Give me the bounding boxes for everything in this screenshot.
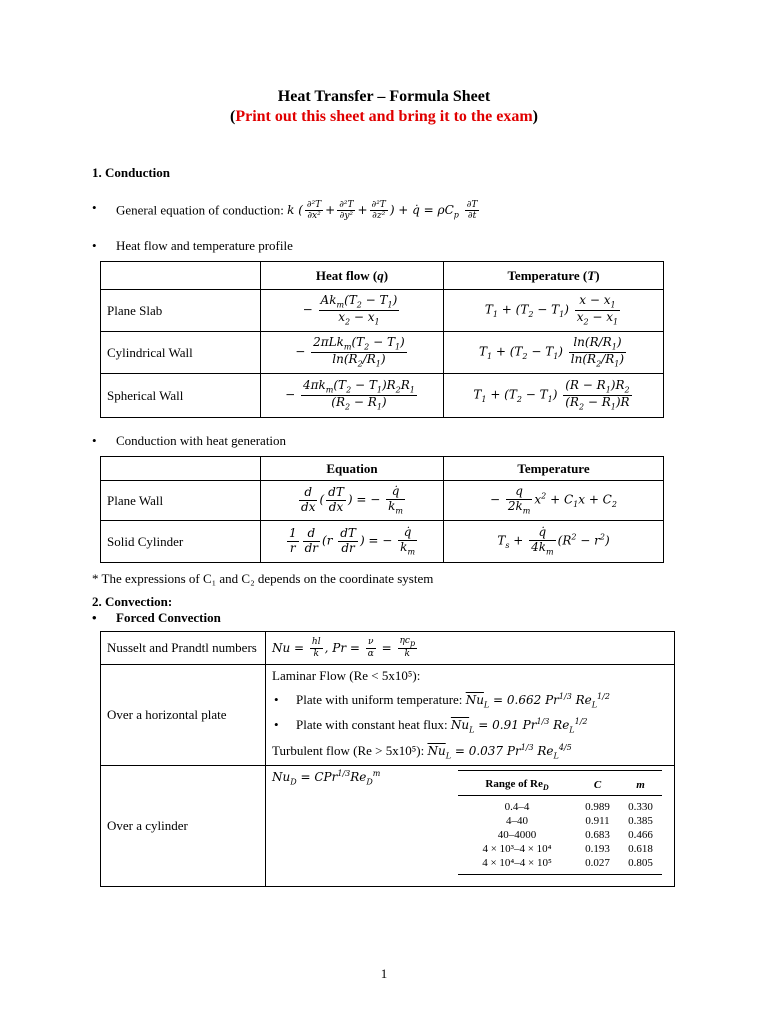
table1-header-heatflow: Heat flow (q) bbox=[261, 262, 444, 290]
forced-convection-label: Forced Convection bbox=[116, 610, 221, 625]
spherical-wall-heatflow: − $\frac{4\pi k_m(T_2 - T_1)R_2R_1}{(R_2 - R_1)}$ bbox=[261, 374, 444, 418]
re-cell: 4–40 bbox=[506, 814, 528, 827]
re-cell: 0.4–4 bbox=[504, 800, 530, 813]
general-equation-formula: k ( $\frac{\text{∂²T}}{\text{∂x²}}$ + $\frac{\text{∂²T}}{\text{∂y²}}$ + $\frac{\text{∂²T}}{\text{∂z²}}$ ) + q̇ = $\rho C_p$ $\frac{\partial T}{\partial t}$ bbox=[287, 200, 478, 222]
uniform-temperature-line: • Plate with uniform temperature: $\overline{Nu}_L = 0.662$ $Pr^{1/3}$ $Re_L^{1/2}$ bbox=[274, 692, 610, 710]
heat-generation-bullet bbox=[116, 433, 286, 449]
re-table-bottom-rule bbox=[458, 874, 662, 875]
general-equation-line bbox=[116, 200, 481, 222]
re-cell: 0.027 bbox=[585, 856, 610, 869]
page-subtitle bbox=[0, 108, 768, 126]
heat-flow-bullet bbox=[116, 238, 293, 254]
table1-row-label: Cylindrical Wall bbox=[101, 332, 261, 374]
re-cell: 4 × 10⁴–4 × 10⁵ bbox=[482, 856, 552, 869]
section-conduction-heading: 1. Conduction bbox=[92, 165, 171, 180]
subtitle-close-paren: ) bbox=[532, 108, 538, 125]
reynolds-range-table bbox=[458, 775, 662, 870]
table2-header-blank bbox=[101, 457, 261, 481]
constant-flux-formula: $\overline{Nu}_L = 0.91$ $Pr^{1/3}$ $Re_L^{1/2}$ bbox=[450, 717, 588, 735]
forced-convection-heading bbox=[116, 610, 221, 626]
page-number: 1 bbox=[380, 966, 388, 981]
heat-generation-label: Conduction with heat generation bbox=[116, 433, 287, 448]
re-header-m: m bbox=[636, 778, 645, 791]
uniform-temperature-label: Plate with uniform temperature: bbox=[296, 692, 463, 707]
spherical-wall-temperature: $T_1 + (T_2 - T_1)$ $\frac{(R - R_1)R_2}{(R_2 - R_1)R}$ bbox=[444, 374, 664, 418]
cylindrical-wall-heatflow: − $\frac{2\pi Lk_m(T_2 - T_1)}{\ln(R_2/R_1)}$ bbox=[261, 332, 444, 374]
turbulent-flow-label: Turbulent flow (Re > 5x10⁵): bbox=[272, 742, 425, 758]
table1-row-label: Plane Slab bbox=[101, 290, 261, 332]
nusselt-prandtl-label: Nusselt and Prandtl numbers bbox=[101, 632, 266, 665]
horizontal-plate-content bbox=[266, 665, 675, 766]
table2-row-label: Plane Wall bbox=[101, 481, 261, 521]
re-cell: 0.911 bbox=[585, 814, 610, 827]
re-cell: 0.193 bbox=[585, 842, 610, 855]
re-header-c: C bbox=[593, 778, 602, 791]
solid-cylinder-temperature: $T_s$ + $\frac{q̇}{4k_m}$ $(R^2 - r^2)$ bbox=[444, 521, 664, 563]
re-cell: 0.466 bbox=[628, 828, 653, 841]
re-cell: 40–4000 bbox=[497, 828, 537, 841]
horizontal-plate-label: Over a horizontal plate bbox=[101, 665, 266, 766]
cylinder-label: Over a cylinder bbox=[101, 766, 266, 887]
conduction-table bbox=[100, 261, 664, 418]
subtitle-text: Print out this sheet and bring it to the exam bbox=[235, 108, 533, 125]
re-cell: 0.989 bbox=[585, 800, 610, 813]
table2-header-temperature: Temperature bbox=[444, 457, 664, 481]
re-cell: 0.385 bbox=[628, 814, 653, 827]
table2-header-equation: Equation bbox=[261, 457, 444, 481]
subtitle-open-paren: ( bbox=[230, 108, 236, 125]
coordinate-note: * The expressions of C₁ and C₂ depends on the coordinate system bbox=[92, 571, 434, 586]
uniform-temperature-formula: $\overline{Nu}_L = 0.662$ $Pr^{1/3}$ $Re_L^{1/2}$ bbox=[465, 692, 610, 710]
re-cell: 0.330 bbox=[628, 800, 653, 813]
heat-generation-table bbox=[100, 456, 664, 563]
nusselt-prandtl-formula: Nu = $\frac{hl}{k}$ , Pr = $\frac{\nu}{\alpha}$ = $\frac{\eta c_p}{k}$ bbox=[266, 632, 675, 665]
section-convection-heading: 2. Convection: bbox=[92, 594, 173, 609]
re-cell: 0.683 bbox=[585, 828, 610, 841]
table2-row-label: Solid Cylinder bbox=[101, 521, 261, 563]
page-title: Heat Transfer – Formula Sheet bbox=[277, 88, 491, 105]
turbulent-flow-line bbox=[272, 743, 673, 760]
plane-wall-equation: $\frac{d}{dx}$ ( $\frac{dT}{dx}$ ) = − $\frac{q̇}{k_m}$ bbox=[261, 481, 444, 521]
table1-row-label: Spherical Wall bbox=[101, 374, 261, 418]
general-equation-label: General equation of conduction: bbox=[116, 202, 284, 218]
plane-slab-heatflow: − $\frac{Ak_m(T_2 - T_1)}{x_2 - x_1}$ bbox=[261, 290, 444, 332]
plane-wall-temperature: − $\frac{q}{2k_m}$ $x^2 + C_1x + C_2$ bbox=[444, 481, 664, 521]
plane-slab-temperature: $T_1 + (T_2 - T_1)$ $\frac{x - x_1}{x_2 - x_1}$ bbox=[444, 290, 664, 332]
table1-header-blank bbox=[101, 262, 261, 290]
constant-flux-line: • Plate with constant heat flux: $\overline{Nu}_L = 0.91$ $Pr^{1/3}$ $Re_L^{1/2}$ bbox=[274, 717, 588, 735]
table1-header-temperature: Temperature (T) bbox=[444, 262, 664, 290]
laminar-flow-text: Laminar Flow (Re < 5x10⁵): bbox=[272, 668, 421, 683]
turbulent-flow-formula: $\overline{Nu}_L = 0.037$ $Pr^{1/3}$ $Re_L^{4/5}$ bbox=[427, 742, 572, 761]
heat-flow-label: Heat flow and temperature profile bbox=[116, 238, 293, 253]
cylinder-formula: $Nu_D = CPr^{1/3}Re_D^m$ bbox=[272, 769, 381, 787]
solid-cylinder-equation: $\frac{1}{r}$ $\frac{d}{dr}$ (r $\frac{dT}{dr}$ ) = − $\frac{q̇}{k_m}$ bbox=[261, 521, 444, 563]
re-header-range: Range of $Re_D$ bbox=[485, 777, 549, 792]
re-cell: 0.805 bbox=[628, 856, 653, 869]
cylindrical-wall-temperature: $T_1 + (T_2 - T_1)$ $\frac{\ln(R/R_1)}{\ln(R_2/R_1)}$ bbox=[444, 332, 664, 374]
constant-flux-label: Plate with constant heat flux: bbox=[296, 717, 448, 733]
re-table-top-rule bbox=[458, 770, 662, 771]
re-cell: 0.618 bbox=[628, 842, 653, 855]
re-cell: 4 × 10³–4 × 10⁴ bbox=[482, 842, 552, 855]
